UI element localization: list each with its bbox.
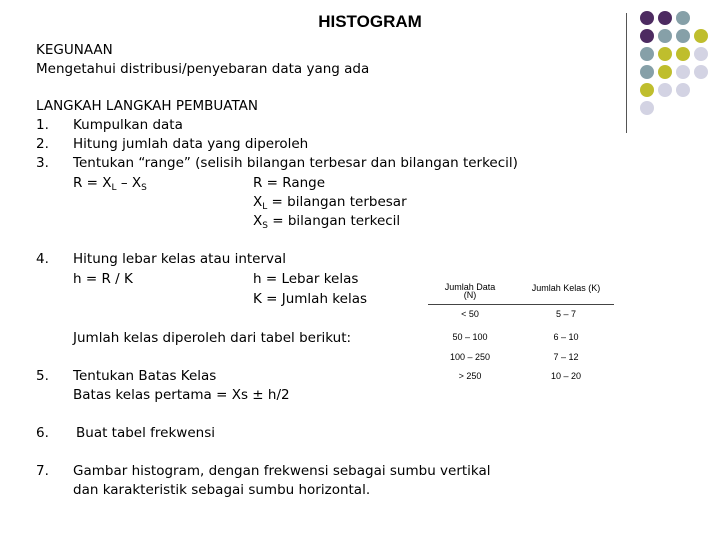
xs-definition [253, 212, 400, 231]
batas-kelas-formula: Batas kelas pertama = Xs ± h/2 [73, 387, 290, 403]
step-4-text: Hitung lebar kelas atau interval [73, 251, 287, 267]
step-1-number: 1. [36, 117, 49, 133]
table-cell-k: 6 – 10 [553, 332, 579, 342]
table-cell-n: > 250 [458, 371, 482, 381]
table-cell-n: 100 – 250 [449, 352, 491, 362]
step-3-number: 3. [36, 155, 49, 171]
range-formula [73, 174, 147, 193]
table-header-divider [428, 304, 614, 305]
decor-dot [658, 65, 672, 79]
decor-dot [640, 29, 654, 43]
decor-dot [658, 47, 672, 61]
decor-dot [658, 83, 672, 97]
formula-minus: – X [116, 175, 142, 191]
step-7-number: 7. [36, 463, 49, 479]
page-title: HISTOGRAM [318, 12, 422, 31]
decorative-vertical-rule [626, 13, 627, 133]
decor-dot [676, 65, 690, 79]
step-3-text: Tentukan “range” (selisih bilangan terbesar dan bilangan terkecil) [73, 155, 518, 171]
xl-symbol: X [253, 194, 263, 210]
step-2-text: Hitung jumlah data yang diperoleh [73, 136, 309, 152]
decor-dot [676, 11, 690, 25]
decor-dot [640, 83, 654, 97]
step-5-number: 5. [36, 368, 49, 384]
step-7-line-2: dan karakteristik sebagai sumbu horizontal. [73, 482, 371, 498]
xl-subscript: L [262, 202, 268, 212]
step-4-number: 4. [36, 251, 49, 267]
step-2-number: 2. [36, 136, 49, 152]
step-6-text: Buat tabel frekwensi [76, 425, 215, 441]
formula-eq: = X [82, 175, 112, 191]
decor-dot [694, 65, 708, 79]
formula-sub-s: S [141, 183, 147, 193]
langkah-heading: LANGKAH LANGKAH PEMBUATAN [36, 98, 259, 114]
table-cell-n: 50 – 100 [452, 332, 488, 342]
kegunaan-heading: KEGUNAAN [36, 42, 113, 58]
decor-dot [694, 29, 708, 43]
table-cell-k: 7 – 12 [553, 352, 579, 362]
header-jumlah-kelas: Jumlah Kelas (K) [531, 283, 601, 293]
range-definition: R = Range [253, 175, 326, 191]
table-cell-k: 5 – 7 [555, 309, 577, 319]
xl-text: = bilangan terbesar [267, 194, 407, 210]
table-cell-k: 10 – 20 [550, 371, 582, 381]
step-1-text: Kumpulkan data [73, 117, 183, 133]
decor-dot [694, 47, 708, 61]
formula-r: R [73, 175, 83, 191]
step-6-number: 6. [36, 425, 49, 441]
xs-text: = bilangan terkecil [267, 213, 401, 229]
decor-dot [640, 11, 654, 25]
h-definition: h = Lebar kelas [253, 271, 359, 287]
kegunaan-text: Mengetahui distribusi/penyebaran data yang ada [36, 61, 370, 77]
xs-subscript: S [262, 221, 268, 231]
decor-dot [658, 29, 672, 43]
decor-dot [640, 65, 654, 79]
decor-dot [676, 47, 690, 61]
interval-formula: h = R / K [73, 271, 133, 287]
table-cell-n: < 50 [461, 309, 479, 319]
formula-sub-l: L [111, 183, 117, 193]
decor-dot [658, 11, 672, 25]
xs-symbol: X [253, 213, 263, 229]
step-5-text: Tentukan Batas Kelas [73, 368, 217, 384]
decor-dot [640, 47, 654, 61]
decor-dot [676, 29, 690, 43]
header-jumlah-data: Jumlah Data [444, 282, 496, 292]
header-n: (N) [463, 290, 477, 300]
step-7-line-1: Gambar histogram, dengan frekwensi sebagai sumbu vertikal [73, 463, 491, 479]
xl-definition [253, 193, 407, 212]
table-intro: Jumlah kelas diperoleh dari tabel berikut: [73, 330, 352, 346]
decor-dot [640, 101, 654, 115]
k-definition: K = Jumlah kelas [253, 291, 368, 307]
decor-dot [676, 83, 690, 97]
